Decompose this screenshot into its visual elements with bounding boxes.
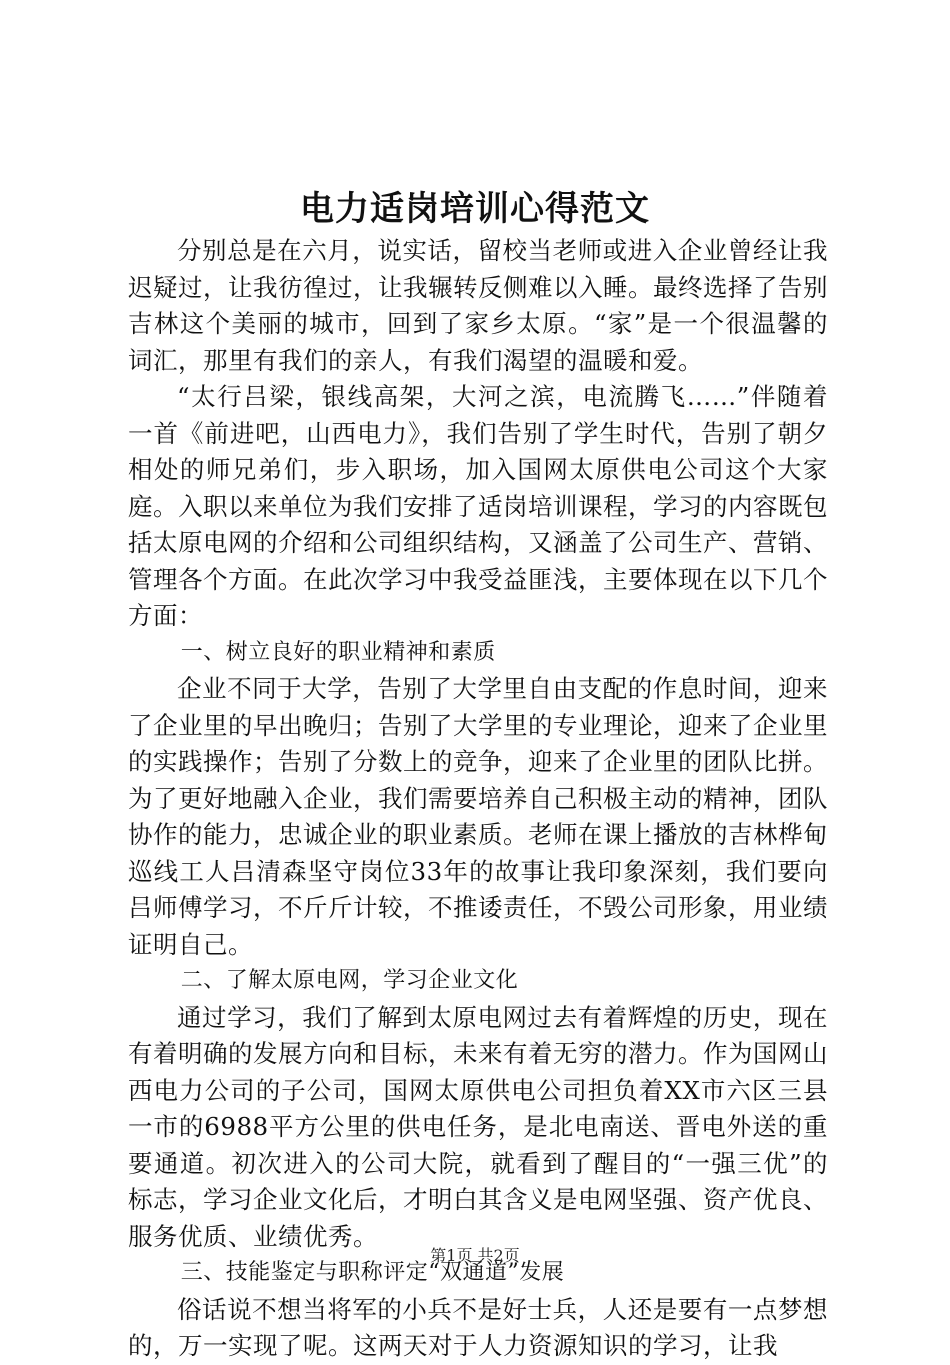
paragraph-joining: “太行吕梁，银线高架，大河之滨，电流腾飞……”伴随着一首《前进吧，山西电力》，我们告别了学生时代，告别了朝夕相处的师兄弟们，步入职场，加入国网太原供电公司这个大家庭。入职以来单位为我们安排了适岗培训课程，学习的内容既包括太原电网的介绍和公司组织结构，又涵盖了公司生产、营销、管理各个方面。在此次学习中我受益匪浅，主要体现在以下几个方面：: [128, 382, 828, 630]
document-body: [128, 233, 828, 1365]
paragraph-section-3: 俗话说不想当将军的小兵不是好士兵，人还是要有一点梦想的，万一实现了呢。这两天对于人力资源知识的学习，让我: [128, 1294, 828, 1360]
section-heading-1: 一、树立良好的职业精神和素质: [180, 639, 496, 665]
paragraph-section-2: 通过学习，我们了解到太原电网过去有着辉煌的历史，现在有着明确的发展方向和目标，未来有着无穷的潜力。作为国网山西电力公司的子公司，国网太原供电公司担负着XX市六区三县一市的6988平方公里的供电任务，是北电南送、晋电外送的重要通道。初次进入的公司大院，就看到了醒目的“一强三优”的标志，学习企业文化后，才明白其含义是电网坚强、资产优良、服务优质、业绩优秀。: [128, 1002, 828, 1251]
section-heading-3: 三、技能鉴定与职称评定“双通道”发展: [180, 1260, 565, 1285]
section-heading-2: 二、了解太原电网，学习企业文化: [180, 968, 519, 993]
page-footer: 第1页 共2页: [430, 1246, 520, 1265]
paragraph-section-1: 企业不同于大学，告别了大学里自由支配的作息时间，迎来了企业里的早出晚归；告别了大学里的专业理论，迎来了企业里的实践操作；告别了分数上的竞争，迎来了企业里的团队比拼。为了更好地融入企业，我们需要培养自己积极主动的精神，团队协作的能力，忠诚企业的职业素质。老师在课上播放的吉林桦甸巡线工人吕清森坚守岗位33年的故事让我印象深刻，我们要向吕师傅学习，不斤斤计较，不推诿责任，不毁公司形象，用业绩证明自己。: [128, 674, 828, 959]
paragraph-intro: 分别总是在六月，说实话，留校当老师或进入企业曾经让我迟疑过，让我彷徨过，让我辗转反侧难以入睡。最终选择了告别吉林这个美丽的城市，回到了家乡太原。“家”是一个很温馨的词汇，那里有我们的亲人，有我们渴望的温暖和爱。: [128, 236, 828, 375]
document-title: 电力适岗培训心得范文: [300, 189, 650, 229]
